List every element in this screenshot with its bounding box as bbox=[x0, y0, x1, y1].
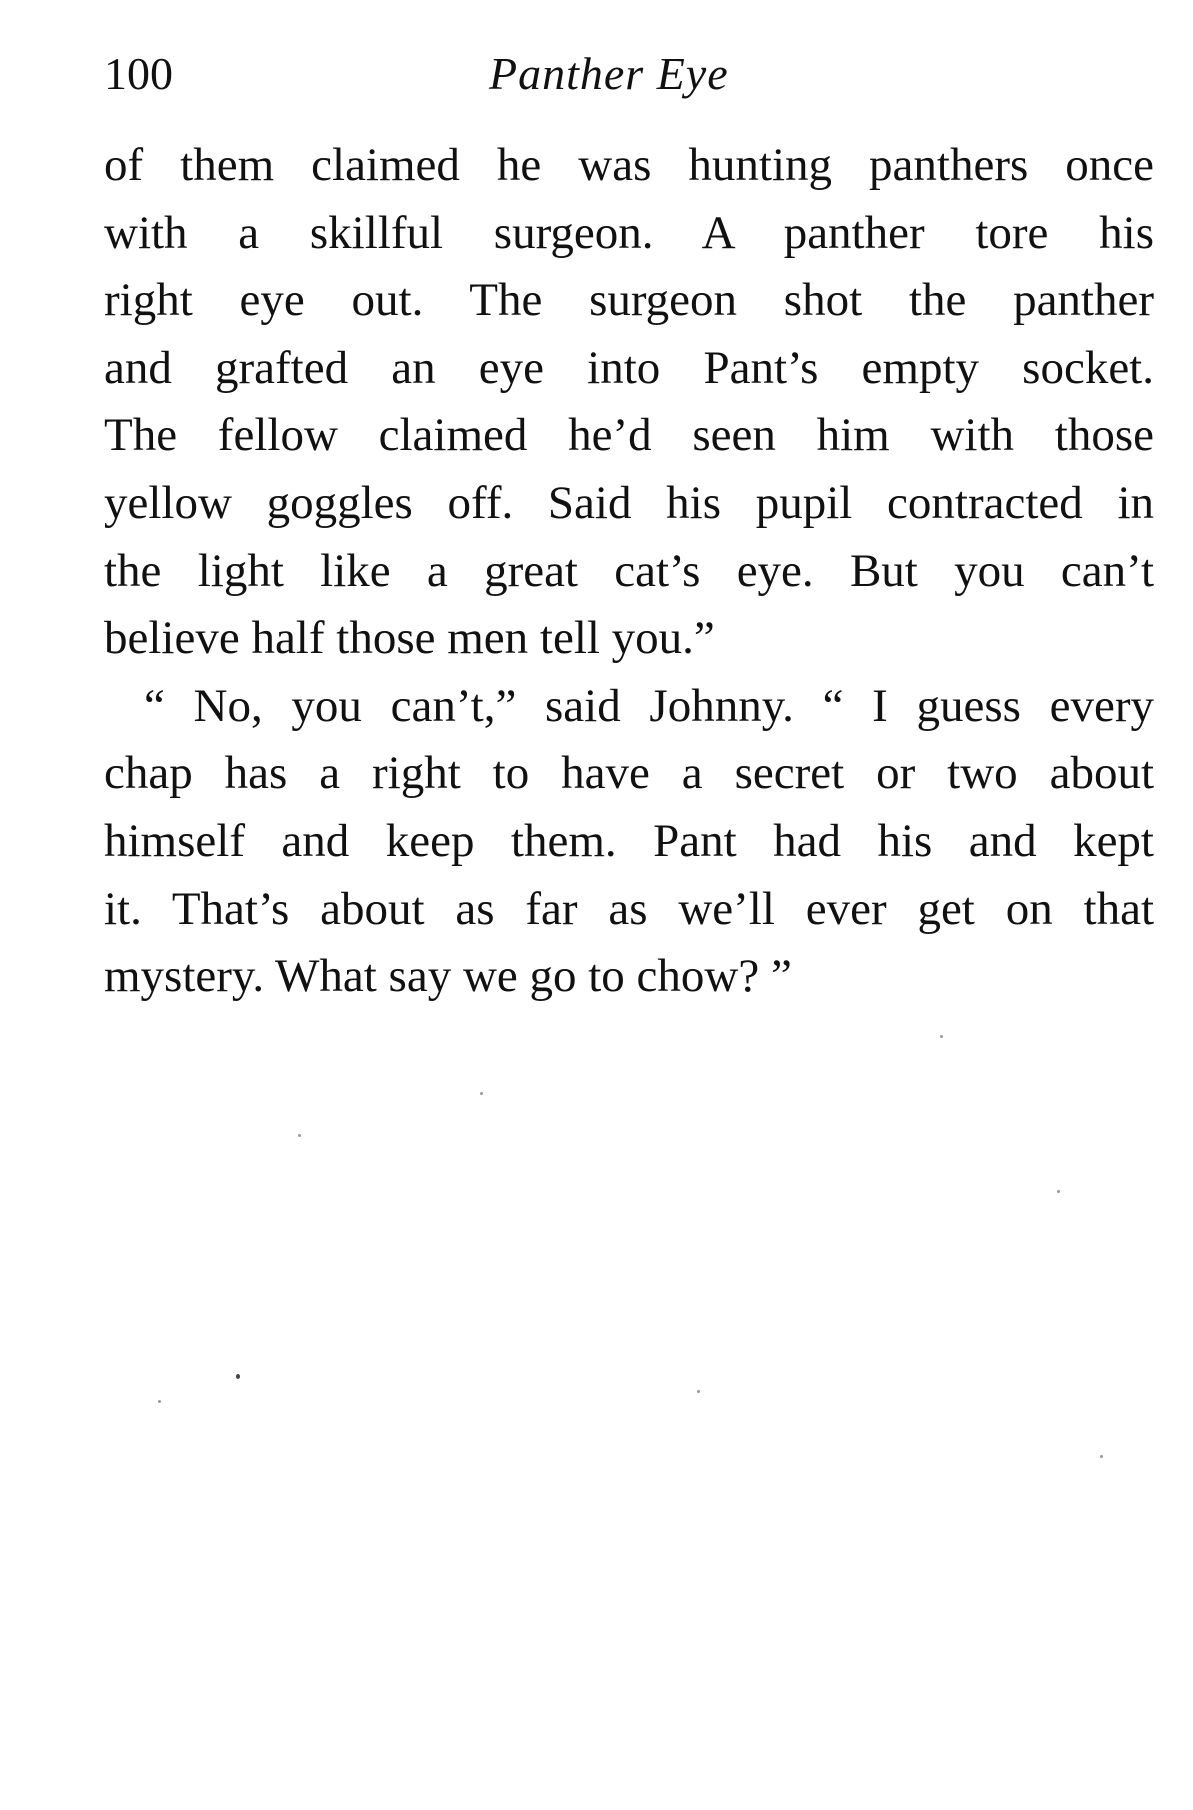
text-line: and grafted an eye into Pant’s empty socket. bbox=[104, 341, 1154, 394]
scan-speck bbox=[940, 1035, 943, 1038]
running-title: Panther Eye bbox=[489, 48, 729, 99]
text-line: with a skillful surgeon. A panther tore his bbox=[104, 206, 1154, 259]
scan-speck bbox=[1100, 1455, 1103, 1458]
text-line: it. That’s about as far as we’ll ever get on that bbox=[104, 882, 1154, 935]
scan-speck bbox=[697, 1390, 700, 1393]
text-line: believe half those men tell you.” bbox=[104, 612, 715, 665]
scan-speck bbox=[480, 1092, 483, 1095]
text-line: chap has a right to have a secret or two about bbox=[104, 747, 1154, 800]
text-line: “ No, you can’t,” said Johnny. “ I guess every bbox=[144, 679, 1154, 732]
text-line: mystery. What say we go to chow? ” bbox=[104, 950, 792, 1003]
text-line: The fellow claimed he’d seen him with those bbox=[104, 409, 1154, 462]
text-line: yellow goggles off. Said his pupil contracted in bbox=[104, 476, 1154, 529]
page-number: 100 bbox=[104, 48, 173, 99]
page-header bbox=[104, 44, 1164, 104]
scan-speck bbox=[236, 1374, 240, 1379]
text-line: the light like a great cat’s eye. But you can’t bbox=[104, 544, 1154, 597]
body-text bbox=[104, 132, 1154, 1011]
scan-speck bbox=[1057, 1190, 1060, 1193]
text-line: of them claimed he was hunting panthers once bbox=[104, 139, 1154, 191]
scan-speck bbox=[158, 1400, 161, 1403]
scan-speck bbox=[298, 1134, 301, 1137]
text-line: himself and keep them. Pant had his and kept bbox=[104, 814, 1154, 867]
text-line: right eye out. The surgeon shot the panther bbox=[104, 274, 1154, 327]
